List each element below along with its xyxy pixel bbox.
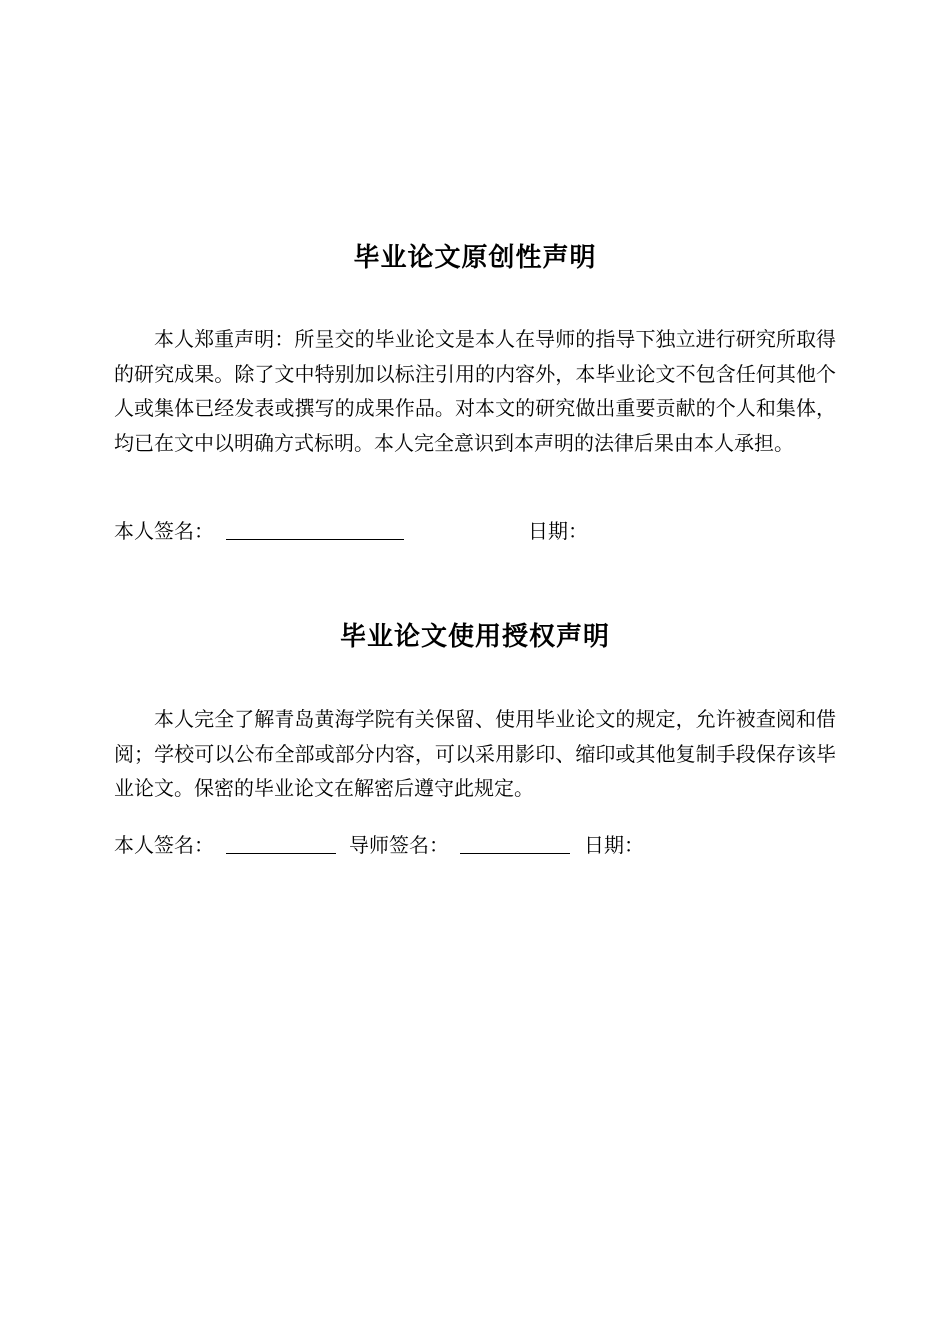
- author-signature-line[interactable]: [226, 853, 336, 854]
- date-label: 日期：: [584, 833, 644, 857]
- author-signature-label: 本人签名：: [114, 519, 214, 543]
- authorization-signature-row: [114, 828, 836, 862]
- author-signature-line[interactable]: [226, 539, 404, 540]
- originality-signature-row: [114, 514, 836, 548]
- originality-declaration-title: 毕业论文原创性声明: [353, 243, 597, 273]
- advisor-signature-line[interactable]: [460, 853, 570, 854]
- author-signature-label: 本人签名：: [114, 833, 214, 857]
- authorization-declaration-title: 毕业论文使用授权声明: [339, 622, 610, 652]
- originality-declaration-body: 本人郑重声明：所呈交的毕业论文是本人在导师的指导下独立进行研究所取得的研究成果。除了文中特别加以标注引用的内容外，本毕业论文不包含任何其他个人或集体已经发表或撰写的成果作品。对本文的研究做出重要贡献的个人和集体，均已在文中以明确方式标明。本人完全意识到本声明的法律后果由本人承担。: [114, 327, 836, 455]
- authorization-declaration-body: 本人完全了解青岛黄海学院有关保留、使用毕业论文的规定，允许被查阅和借阅；学校可以公布全部或部分内容，可以采用影印、缩印或其他复制手段保存该毕业论文。保密的毕业论文在解密后遵守此规定。: [114, 707, 836, 800]
- advisor-signature-label: 导师签名：: [349, 833, 449, 857]
- date-label: 日期：: [528, 519, 588, 543]
